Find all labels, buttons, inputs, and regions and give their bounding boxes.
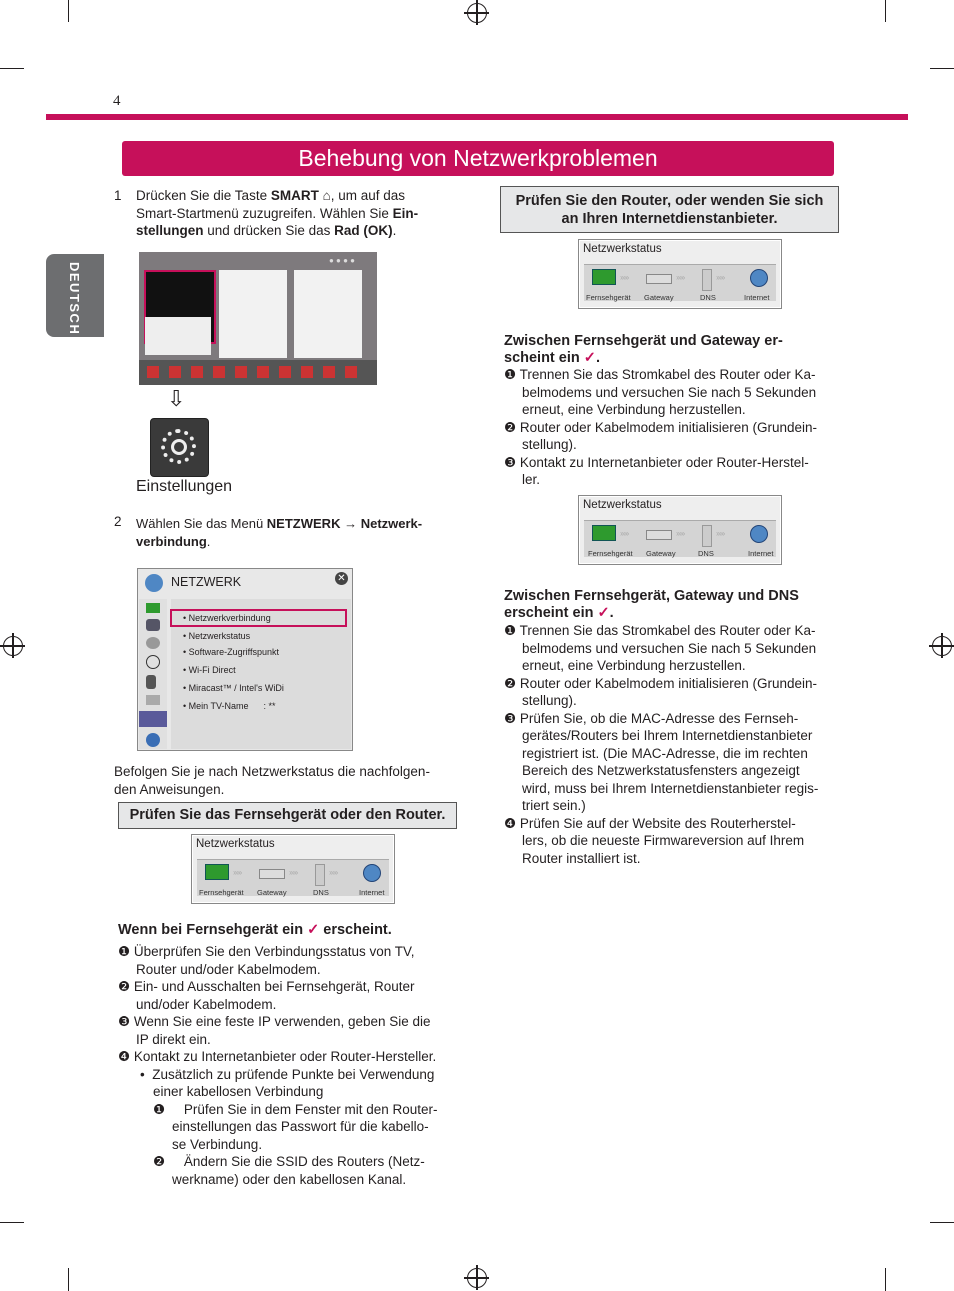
internet-icon [363, 864, 381, 882]
registration-mark-top [467, 3, 487, 23]
step-1-number: 1 [114, 188, 122, 203]
gateway-section-list: ❶ Trennen Sie das Stromkabel des Router oder Ka- belmodems und versuchen Sie nach 5 Sekunden erneut, eine Verbindung herzustellen. ❷ Router oder Kabelmodem initialisieren (Grundein- stellung). ❸ Kontakt zu Internetanbieter oder Router-Herstel- ler. [504, 367, 817, 487]
tv-icon [205, 864, 229, 880]
dns-section-heading: Zwischen Fernsehgerät, Gateway und DNS erscheint ein ✓. [504, 588, 799, 621]
network-status-panel-gateway: Netzwerkstatus ››››› ››››› ››››› Fernsehgerät Gateway DNS Internet [578, 495, 782, 565]
registration-mark-bottom [467, 1268, 487, 1288]
tv-section-heading: Wenn bei Fernsehgerät ein ✓ erscheint. [118, 922, 392, 938]
network-menu-title: NETZWERK [171, 575, 242, 589]
check-icon: ✓ [597, 605, 610, 621]
follow-instructions-text: Befolgen Sie je nach Netzwerkstatus die nachfolgen- den Anweisungen. [114, 764, 430, 797]
down-arrow: ⇩ [167, 386, 186, 411]
check-icon: ✓ [583, 350, 596, 366]
globe-icon [145, 574, 163, 592]
menu-item-network-connection[interactable]: • Netzwerkverbindung [183, 613, 271, 623]
menu-item-wifi-direct[interactable]: • Wi-Fi Direct [183, 665, 236, 675]
dns-icon [702, 525, 712, 547]
gateway-icon [646, 530, 672, 540]
check-icon: ✓ [307, 922, 320, 938]
internet-icon [750, 269, 768, 287]
step-2-number: 2 [114, 514, 122, 529]
dns-icon [702, 269, 712, 291]
gateway-icon [259, 869, 285, 879]
page-title: Behebung von Netzwerkproblemen [122, 141, 834, 176]
network-status-panel-router: Netzwerkstatus ››››› ››››› ››››› Fernsehgerät Gateway DNS Internet [578, 239, 782, 309]
check-tv-router-box: Prüfen Sie das Fernsehgerät oder den Router. [118, 802, 457, 829]
check-router-isp-box: Prüfen Sie den Router, oder wenden Sie sich an Ihren Internetdienstanbieter. [500, 186, 839, 233]
settings-label: Einstellungen [136, 478, 233, 495]
page-number: 4 [113, 93, 121, 109]
menu-item-network-status[interactable]: • Netzwerkstatus [183, 631, 251, 641]
language-tab: DEUTSCH [46, 254, 104, 337]
internet-icon [750, 525, 768, 543]
tv-icon [592, 525, 616, 541]
step-2-text: Wählen Sie das Menü NETZWERK → Netzwerk- verbindung. [136, 516, 423, 549]
step-1-text: Drücken Sie die Taste SMART ⌂, um auf das Smart-Startmenü zuzugreifen. Wählen Sie Ein- stellungen und drücken Sie das Rad (OK). [136, 188, 419, 238]
smart-home-screenshot: ● ● ● ● [139, 252, 377, 385]
dns-section-list: ❶ Trennen Sie das Stromkabel des Router oder Ka- belmodems und versuchen Sie nach 5 Sekunden erneut, eine Verbindung herzustellen. ❷ Router oder Kabelmodem initialisieren (Grundein- stellung). ❸ Prüfen Sie, ob die MAC-Adresse des Fernseh- gerätes/Routers bei Ihrem Internetdienstanbieter registriert ist. (Die MAC-Adresse, die im rechten Bereich des Netzwerkstatusfensters angezeigt wird, muss bei Ihrem Internetdienstanbieter regis- triert sein.) ❹ Prüfen Sie auf der Website des Routerherstel- lers, ob die neueste Firmwareversion auf Ihrem Router installiert ist. [504, 623, 819, 866]
registration-mark-left [3, 636, 23, 656]
gateway-section-heading: Zwischen Fernsehgerät und Gateway er- scheint ein ✓. [504, 333, 783, 366]
top-rule [46, 114, 908, 120]
home-icon: ⌂ [318, 188, 331, 203]
menu-item-miracast[interactable]: • Miracast™ / Intel's WiDi [183, 683, 284, 693]
settings-gear-icon [150, 418, 209, 477]
network-status-panel-tv: Netzwerkstatus ››››› ››››› ››››› Fernsehgerät Gateway DNS Internet [191, 834, 395, 904]
network-menu-window [137, 568, 353, 751]
dns-icon [315, 864, 325, 886]
close-icon[interactable]: ✕ [335, 572, 348, 585]
tv-section-list: ❶ Überprüfen Sie den Verbindungsstatus von TV, Router und/oder Kabelmodem. ❷ Ein- und Ausschalten bei Fernsehgerät, Router und/oder Kabelmodem. ❸ Wenn Sie eine feste IP verwenden, geben Sie die IP direkt ein. ❹ Kontakt zu Internetanbieter oder Router-Hersteller. • Zusätzlich zu prüfende Punkte bei Verwendung einer kabellosen Verbindung ❶ Prüfen Sie in dem Fenster mit den Router- einstellungen das Passwort für die kabello- se Verbindung. ❷ Ändern Sie die SSID des Routers (Netz- werkname) oder den kabellosen Kanal. [118, 944, 438, 1187]
registration-mark-right [932, 636, 952, 656]
menu-item-softap[interactable]: • Software-Zugriffspunkt [183, 647, 280, 657]
tv-icon [592, 269, 616, 285]
gateway-icon [646, 274, 672, 284]
menu-item-tv-name[interactable]: • Mein TV-Name : ** [183, 701, 276, 711]
